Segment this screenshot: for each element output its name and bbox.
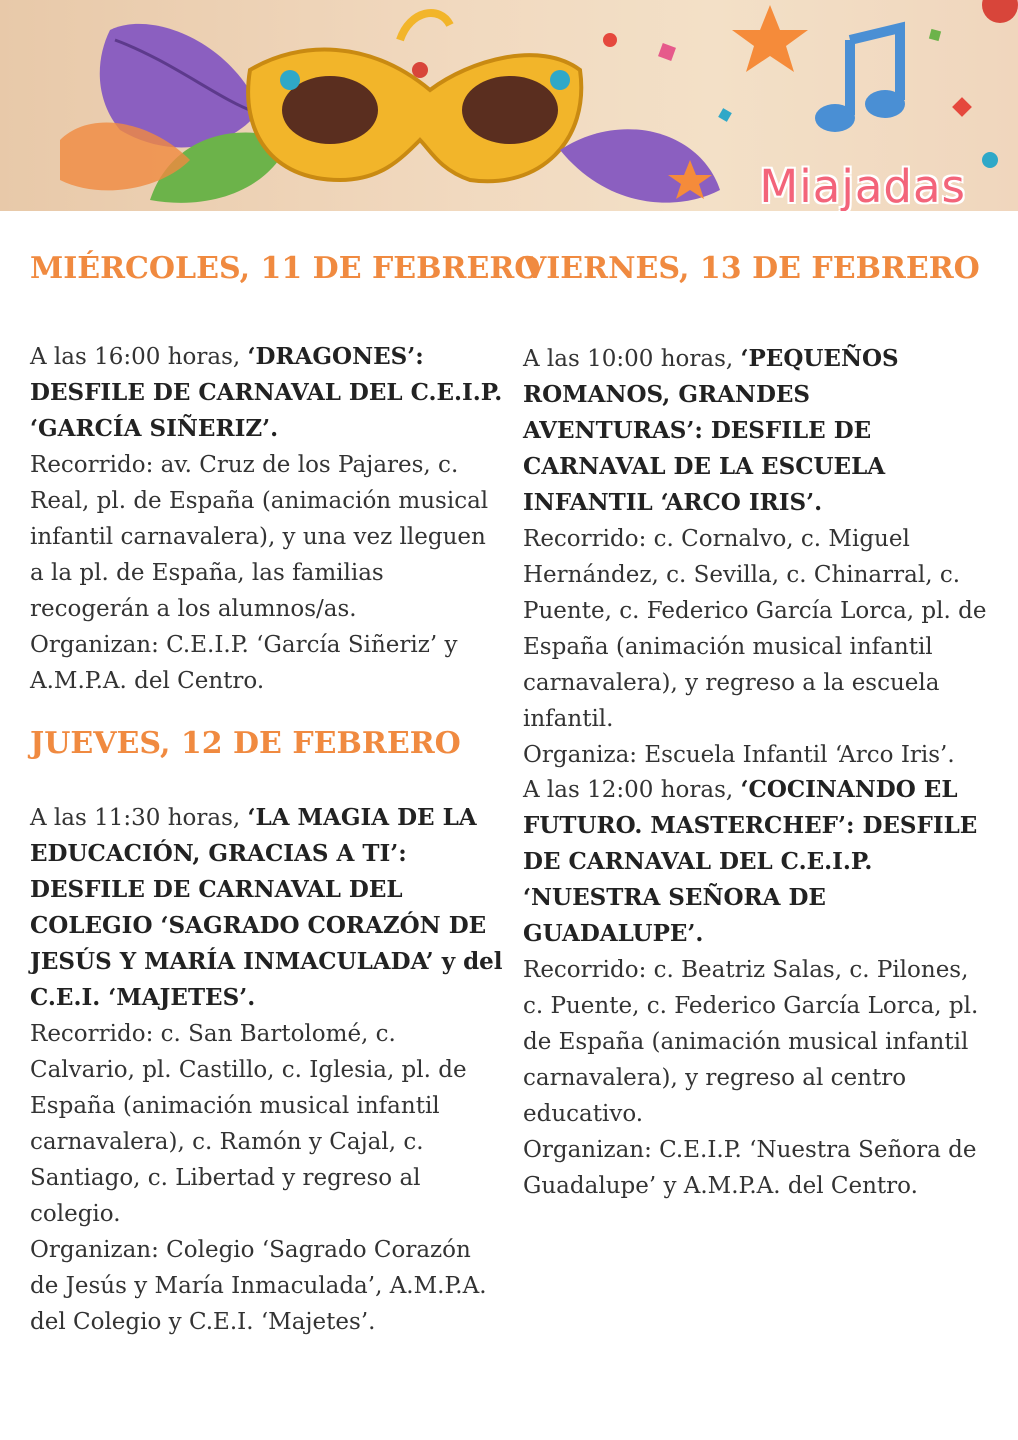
event-organizers: Organiza: Escuela Infantil ‘Arco Iris’. (523, 742, 955, 768)
event-title: ‘COCINANDO EL FUTURO. MASTERCHEF’: DESFILE DE CARNAVAL DEL C.E.I.P. ‘NUESTRA SEÑORA DE GUADALUPE’. (523, 776, 978, 947)
event-route: Recorrido: c. Cornalvo, c. Miguel Hernández, c. Sevilla, c. Chinarral, c. Puente, c. Federico García Lorca, pl. de España (animación musical infantil carnavalera), y regreso a la escuela infantil. (523, 526, 987, 732)
event-time: A las 12:00 horas, (523, 777, 741, 803)
event-title: ‘DRAGONES’: DESFILE DE CARNAVAL DEL C.E.I.P. ‘GARCÍA SIÑERIZ’. (30, 343, 503, 442)
event-wednesday-dragones (30, 339, 505, 699)
town-name: Miajadas (759, 160, 966, 211)
left-column (30, 211, 541, 1440)
event-time: A las 16:00 horas, (30, 344, 248, 370)
event-thursday-magia (30, 800, 505, 1340)
event-organizers: Organizan: C.E.I.P. ‘Nuestra Señora de Guadalupe’ y A.M.P.A. del Centro. (523, 1137, 977, 1199)
event-organizers: Organizan: Colegio ‘Sagrado Corazón de Jesús y María Inmaculada’, A.M.P.A. del Colegio y C.E.I. ‘Majetes’. (30, 1237, 487, 1335)
event-organizers: Organizan: C.E.I.P. ‘García Siñeriz’ y A.M.P.A. del Centro. (30, 632, 458, 694)
day-heading-thursday: JUEVES, 12 DE FEBRERO (30, 726, 461, 761)
event-route: Recorrido: av. Cruz de los Pajares, c. Real, pl. de España (animación musical infantil carnavalera), y una vez lleguen a la pl. de España, las familias recogerán a los alumnos/as. (30, 452, 489, 622)
event-friday-masterchef (523, 772, 993, 1204)
event-title: ‘LA MAGIA DE LA EDUCACIÓN, GRACIAS A TI’: DESFILE DE CARNAVAL DEL COLEGIO ‘SAGRADO CORAZÓN DE JESÚS Y MARÍA INMACULADA’ y del C.E.I. ‘MAJETES’. (30, 804, 503, 1011)
day-heading-friday: VIERNES, 13 DE FEBRERO (523, 251, 980, 286)
event-route: Recorrido: c. San Bartolomé, c. Calvario, pl. Castillo, c. Iglesia, pl. de España (animación musical infantil carnavalera), c. Ramón y Cajal, c. Santiago, c. Libertad y regreso al colegio. (30, 1021, 467, 1227)
header-banner (0, 0, 1018, 211)
day-heading-wednesday: MIÉRCOLES, 11 DE FEBRERO (30, 251, 541, 286)
event-time: A las 11:30 horas, (30, 805, 248, 831)
event-route: Recorrido: c. Beatriz Salas, c. Pilones, c. Puente, c. Federico García Lorca, pl. de España (animación musical infantil carnavalera), y regreso al centro educativo. (523, 957, 979, 1127)
music-note-icon (815, 28, 905, 132)
right-column (523, 211, 993, 1440)
star-icon (732, 5, 808, 72)
event-friday-romanos (523, 341, 993, 773)
event-title: ‘PEQUEÑOS ROMANOS, GRANDES AVENTURAS’: DESFILE DE CARNAVAL DE LA ESCUELA INFANTIL ‘ARCO IRIS’. (523, 345, 899, 516)
event-time: A las 10:00 horas, (523, 346, 741, 372)
carnival-mask-icon (248, 13, 581, 181)
